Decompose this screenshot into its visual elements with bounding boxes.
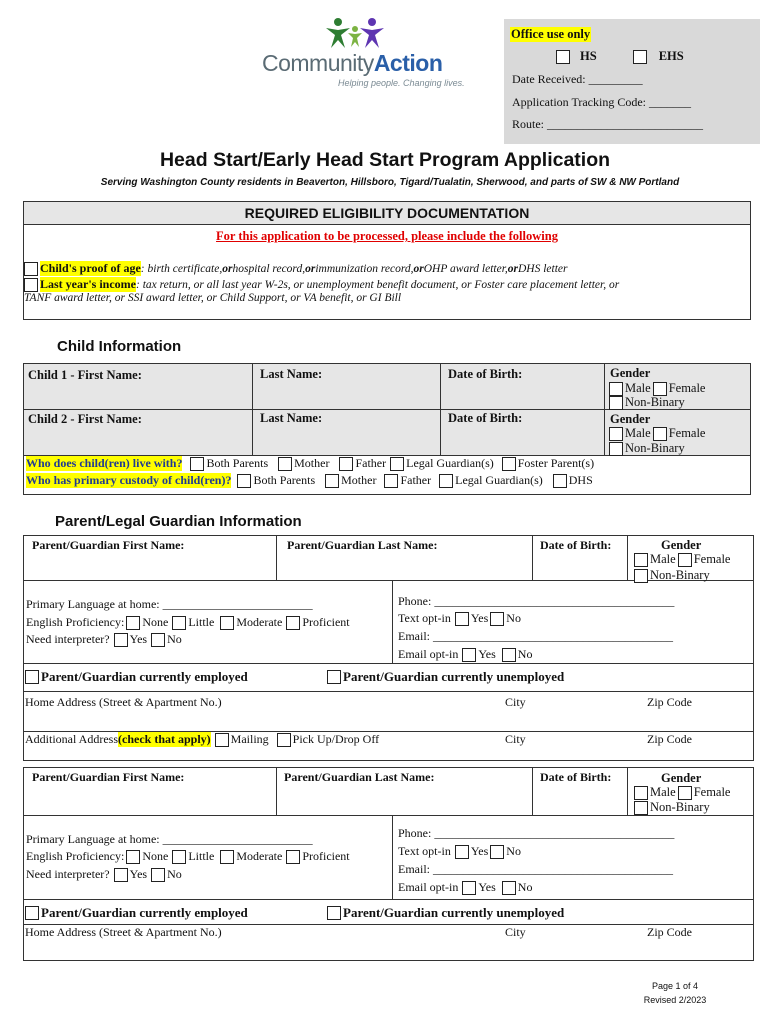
g2-text-no-label: No	[506, 844, 521, 858]
g1-little-checkbox[interactable]	[172, 616, 186, 630]
g1-none-label: None	[142, 615, 169, 629]
g2-nonbinary-label: Non-Binary	[650, 800, 710, 814]
page-title: Head Start/Early Head Start Program Application	[159, 149, 611, 171]
hs-checkbox[interactable]	[556, 50, 570, 64]
age-or-1: or	[222, 262, 233, 275]
eligibility-heading: REQUIRED ELIGIBILITY DOCUMENTATION	[24, 202, 750, 225]
guardian-heading: Parent/Legal Guardian Information	[55, 513, 302, 530]
g1-email-optin-label: Email opt-in	[398, 647, 459, 661]
mailing-label: Mailing	[230, 732, 269, 746]
age-or-4: or	[507, 262, 518, 275]
lives-mother-checkbox[interactable]	[278, 457, 292, 471]
g2-text-no-checkbox[interactable]	[490, 845, 504, 859]
g2-first-name[interactable]: Parent/Guardian First Name:	[32, 770, 185, 784]
g2-primary-language[interactable]: Primary Language at home: _________________________	[26, 832, 313, 846]
income-label: Last year's income	[40, 277, 136, 291]
g2-text-yes-label: Yes	[470, 844, 489, 858]
ehs-checkbox[interactable]	[633, 50, 647, 64]
lives-father-checkbox[interactable]	[339, 457, 353, 471]
lives-father-label: Father	[355, 456, 387, 470]
child2-first-name[interactable]: Child 2 - First Name:	[28, 412, 142, 426]
tracking-code[interactable]: Application Tracking Code: _______	[512, 95, 691, 109]
g1-none-checkbox[interactable]	[126, 616, 140, 630]
g2-unemployed-label: Parent/Guardian currently unemployed	[343, 905, 565, 920]
g2-male-label: Male	[650, 785, 676, 799]
additional-address-label: Additional Address	[25, 732, 118, 746]
child1-female-checkbox[interactable]	[653, 382, 667, 396]
g2-interp-no-label: No	[167, 867, 182, 881]
income-checkbox[interactable]	[24, 278, 38, 292]
g2-interp-yes-checkbox[interactable]	[114, 868, 128, 882]
lives-with-question: Who does child(ren) live with?	[26, 456, 183, 470]
g2-little-checkbox[interactable]	[172, 850, 186, 864]
g1-last-name[interactable]: Parent/Guardian Last Name:	[287, 538, 438, 552]
g2-email-yes-checkbox[interactable]	[462, 881, 476, 895]
custody-question: Who has primary custody of child(ren)?	[26, 473, 232, 487]
g1-primary-language[interactable]: Primary Language at home: _________________________	[26, 597, 313, 611]
g1-interp-no-label: No	[167, 632, 182, 646]
g1-text-yes-checkbox[interactable]	[455, 612, 469, 626]
date-received[interactable]: Date Received: _________	[512, 72, 643, 86]
office-use-title: Office use only	[511, 27, 591, 41]
g2-email-no-label: No	[517, 880, 533, 894]
child1-female-label: Female	[668, 381, 706, 395]
g2-zip[interactable]: Zip Code	[647, 925, 692, 939]
g1-nonbinary-label: Non-Binary	[650, 568, 710, 582]
lives-guardian-label: Legal Guardian(s)	[406, 456, 494, 470]
g1-moderate-checkbox[interactable]	[220, 616, 234, 630]
custody-mother-label: Mother	[341, 473, 377, 487]
mailing-checkbox[interactable]	[215, 733, 229, 747]
g2-interpreter-label: Need interpreter?	[26, 867, 110, 881]
child1-dob[interactable]: Date of Birth:	[448, 367, 523, 381]
lives-foster-label: Foster Parent(s)	[517, 456, 595, 470]
custody-both-parents-label: Both Parents	[253, 473, 316, 487]
lives-foster-checkbox[interactable]	[502, 457, 516, 471]
child2-dob[interactable]: Date of Birth:	[448, 411, 523, 425]
child2-female-label: Female	[668, 426, 706, 440]
g1-proficient-checkbox[interactable]	[286, 616, 300, 630]
g1-text-no-label: No	[506, 611, 521, 625]
g2-gender-label: Gender	[661, 771, 702, 785]
revised-date: Revised 2/2023	[643, 995, 707, 1005]
child2-male-label: Male	[625, 426, 651, 440]
g1-unemployed-label: Parent/Guardian currently unemployed	[343, 669, 565, 684]
age-proof-text-e: DHS letter	[518, 262, 568, 275]
child1-nonbinary-checkbox[interactable]	[609, 396, 623, 410]
custody-guardian-checkbox[interactable]	[439, 474, 453, 488]
g1-email-no-label: No	[517, 647, 533, 661]
g2-last-name[interactable]: Parent/Guardian Last Name:	[284, 770, 435, 784]
child-info-heading: Child Information	[57, 338, 182, 355]
g1-email-yes-label: Yes	[478, 647, 496, 661]
child1-male-label: Male	[625, 381, 651, 395]
child2-nonbinary-label: Non-Binary	[625, 441, 685, 455]
g1-email-no-checkbox[interactable]	[502, 648, 516, 662]
g1-gender-label: Gender	[661, 538, 702, 552]
g1-first-name[interactable]: Parent/Guardian First Name:	[32, 538, 185, 552]
custody-guardian-label: Legal Guardian(s)	[455, 473, 543, 487]
g1-text-no-checkbox[interactable]	[490, 612, 504, 626]
child2-gender-label: Gender	[610, 412, 651, 426]
g1-unemployed-checkbox[interactable]	[327, 670, 341, 684]
g1-dob[interactable]: Date of Birth:	[540, 538, 612, 552]
custody-dhs-label: DHS	[568, 473, 593, 487]
eligibility-instruction: For this application to be processed, please include the following	[216, 229, 558, 243]
income-text-1: : tax return, or all last year W-2s, or unemployment benefit document, or Foster care placement letter, or	[135, 278, 620, 291]
g2-proficient-checkbox[interactable]	[286, 850, 300, 864]
g2-proficient-label: Proficient	[302, 849, 350, 863]
age-proof-checkbox[interactable]	[24, 262, 38, 276]
lives-guardian-checkbox[interactable]	[390, 457, 404, 471]
g1-text-optin-label: Text opt-in	[398, 611, 451, 625]
g1-email[interactable]: Email: ________________________________________	[398, 629, 673, 643]
age-proof-text-a: : birth certificate,	[140, 262, 223, 275]
g1-interpreter-label: Need interpreter?	[26, 632, 110, 646]
logo-community: Community	[262, 50, 374, 76]
g2-employed-checkbox[interactable]	[25, 906, 39, 920]
income-text-2: TANF award letter, or SSI award letter, or Child Support, or VA benefit, or GI Bill	[24, 292, 402, 304]
logo-tagline: Helping people. Changing lives.	[338, 78, 465, 88]
g2-little-label: Little	[188, 849, 215, 863]
g1-male-checkbox[interactable]	[634, 553, 648, 567]
pickup-label: Pick Up/Drop Off	[292, 732, 380, 746]
g2-moderate-checkbox[interactable]	[220, 850, 234, 864]
g1-female-label: Female	[693, 552, 731, 566]
g2-female-label: Female	[693, 785, 731, 799]
g1-little-label: Little	[188, 615, 215, 629]
child2-nonbinary-checkbox[interactable]	[609, 442, 623, 456]
g2-city[interactable]: City	[505, 925, 526, 939]
custody-mother-checkbox[interactable]	[325, 474, 339, 488]
g1-nonbinary-checkbox[interactable]	[634, 569, 648, 583]
ehs-label: EHS	[658, 49, 684, 63]
g1-city[interactable]: City	[505, 695, 526, 709]
g1-phone[interactable]: Phone: ________________________________________	[398, 594, 675, 608]
custody-dhs-checkbox[interactable]	[553, 474, 567, 488]
lives-both-parents-checkbox[interactable]	[190, 457, 204, 471]
g2-text-yes-checkbox[interactable]	[455, 845, 469, 859]
child1-last-name[interactable]: Last Name:	[260, 367, 323, 381]
child1-nonbinary-label: Non-Binary	[625, 395, 685, 409]
community-action-figures-icon	[322, 16, 384, 50]
age-proof-text-c: immunization record,	[315, 262, 414, 275]
g2-interp-yes-label: Yes	[129, 867, 148, 881]
age-proof-text-b: hospital record,	[232, 262, 306, 275]
g1-moderate-label: Moderate	[236, 615, 283, 629]
route-field[interactable]: Route: __________________________	[512, 117, 703, 131]
logo	[262, 16, 465, 90]
g1-male-label: Male	[650, 552, 676, 566]
g1-interp-yes-checkbox[interactable]	[114, 633, 128, 647]
g1-interp-yes-label: Yes	[129, 632, 148, 646]
g1-employed-label: Parent/Guardian currently employed	[41, 669, 248, 684]
lives-mother-label: Mother	[294, 456, 330, 470]
g2-phone[interactable]: Phone: ________________________________________	[398, 826, 675, 840]
lives-both-parents-label: Both Parents	[206, 456, 269, 470]
g1-additional-zip[interactable]: Zip Code	[647, 732, 692, 746]
page-number: Page 1 of 4	[651, 981, 699, 991]
g2-proficiency-label: English Proficiency:	[26, 849, 125, 863]
g2-none-label: None	[142, 849, 169, 863]
custody-both-parents-checkbox[interactable]	[237, 474, 251, 488]
g2-interp-no-checkbox[interactable]	[151, 868, 165, 882]
g1-proficient-label: Proficient	[302, 615, 350, 629]
pickup-checkbox[interactable]	[277, 733, 291, 747]
g1-interp-no-checkbox[interactable]	[151, 633, 165, 647]
g1-proficiency-label: English Proficiency:	[26, 615, 125, 629]
g2-male-checkbox[interactable]	[634, 786, 648, 800]
g1-zip[interactable]: Zip Code	[647, 695, 692, 709]
child1-first-name[interactable]: Child 1 - First Name:	[28, 368, 142, 382]
g1-female-checkbox[interactable]	[678, 553, 692, 567]
g2-moderate-label: Moderate	[236, 849, 283, 863]
office-use-panel	[504, 19, 760, 144]
g2-employed-label: Parent/Guardian currently employed	[41, 905, 248, 920]
g2-nonbinary-checkbox[interactable]	[634, 801, 648, 815]
age-or-2: or	[305, 262, 316, 275]
g2-email-yes-label: Yes	[478, 880, 496, 894]
g2-unemployed-checkbox[interactable]	[327, 906, 341, 920]
hs-label: HS	[580, 49, 597, 63]
age-proof-text-d: OHP award letter,	[423, 262, 508, 275]
g2-home-address[interactable]: Home Address (Street & Apartment No.)	[25, 925, 222, 939]
g1-additional-city[interactable]: City	[505, 732, 526, 746]
child1-male-checkbox[interactable]	[609, 382, 623, 396]
g2-female-checkbox[interactable]	[678, 786, 692, 800]
child2-male-checkbox[interactable]	[609, 427, 623, 441]
page-subtitle: Serving Washington County residents in Beaverton, Hillsboro, Tigard/Tualatin, Sherwood, and parts of SW & NW Portland	[100, 177, 680, 188]
g1-home-address[interactable]: Home Address (Street & Apartment No.)	[25, 695, 222, 709]
child2-female-checkbox[interactable]	[653, 427, 667, 441]
age-proof-label: Child's proof of age	[40, 261, 141, 275]
child2-last-name[interactable]: Last Name:	[260, 411, 323, 425]
g1-employed-checkbox[interactable]	[25, 670, 39, 684]
g2-dob[interactable]: Date of Birth:	[540, 770, 612, 784]
g2-email[interactable]: Email: ________________________________________	[398, 862, 673, 876]
g2-none-checkbox[interactable]	[126, 850, 140, 864]
g1-text-yes-label: Yes	[470, 611, 489, 625]
check-that-apply: (check that apply)	[118, 732, 211, 746]
g2-email-optin-label: Email opt-in	[398, 880, 459, 894]
g1-email-yes-checkbox[interactable]	[462, 648, 476, 662]
child1-gender-label: Gender	[610, 366, 651, 380]
custody-father-label: Father	[400, 473, 432, 487]
g2-text-optin-label: Text opt-in	[398, 844, 451, 858]
g2-email-no-checkbox[interactable]	[502, 881, 516, 895]
logo-action: Action	[373, 50, 443, 76]
custody-father-checkbox[interactable]	[384, 474, 398, 488]
age-or-3: or	[413, 262, 424, 275]
